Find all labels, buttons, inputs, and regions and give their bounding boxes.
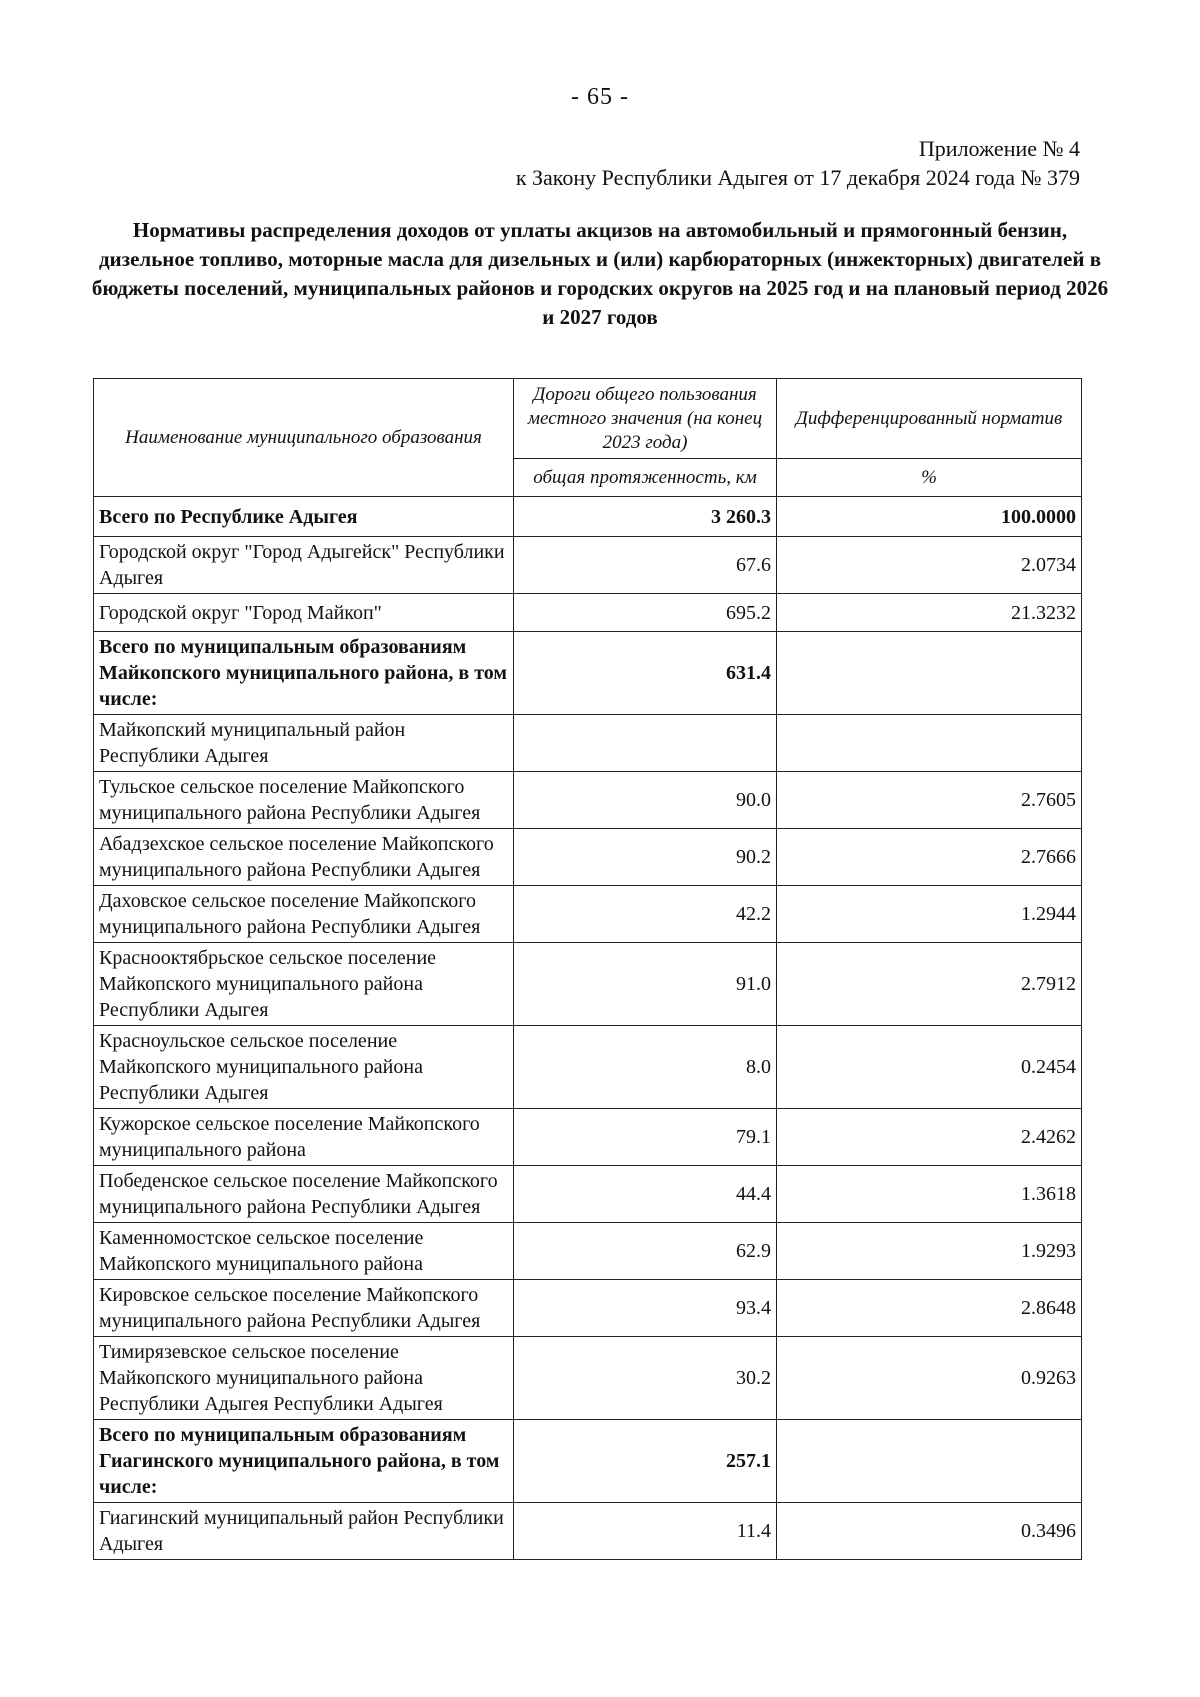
table-row — [94, 537, 1082, 594]
table-row — [94, 1280, 1082, 1337]
row-length: 3 260.3 — [514, 497, 777, 537]
row-norm — [777, 715, 1082, 772]
table-row — [94, 1166, 1082, 1223]
table-row — [94, 1223, 1082, 1280]
row-length: 93.4 — [514, 1280, 777, 1337]
row-name: Всего по муниципальным образованиям Гиагинского муниципального района, в том числе: — [94, 1420, 514, 1503]
row-norm: 2.7912 — [777, 943, 1082, 1026]
row-length: 257.1 — [514, 1420, 777, 1503]
table-row — [94, 1503, 1082, 1560]
header-roads: Дороги общего пользования местного значения (на конец 2023 года) — [514, 379, 777, 459]
row-norm — [777, 1420, 1082, 1503]
table-row — [94, 1337, 1082, 1420]
row-name: Гиагинский муниципальный район Республики Адыгея — [94, 1503, 514, 1560]
row-norm: 21.3232 — [777, 594, 1082, 632]
row-name: Всего по Республике Адыгея — [94, 497, 514, 537]
row-name: Городской округ "Город Адыгейск" Республики Адыгея — [94, 537, 514, 594]
table-row — [94, 1109, 1082, 1166]
row-length: 30.2 — [514, 1337, 777, 1420]
row-length: 42.2 — [514, 886, 777, 943]
row-length: 90.0 — [514, 772, 777, 829]
row-norm — [777, 632, 1082, 715]
row-name: Майкопский муниципальный район Республики Адыгея — [94, 715, 514, 772]
row-length: 91.0 — [514, 943, 777, 1026]
row-name: Краснооктябрьское сельское поселение Майкопского муниципального района Республики Адыгея — [94, 943, 514, 1026]
row-norm: 2.8648 — [777, 1280, 1082, 1337]
page-number: - 65 - — [571, 84, 629, 110]
table-row — [94, 1026, 1082, 1109]
table-row — [94, 829, 1082, 886]
table-row — [94, 715, 1082, 772]
table-row — [94, 632, 1082, 715]
appendix-law-reference: к Закону Республики Адыгея от 17 декабря 2024 года № 379 — [515, 165, 1080, 190]
table-row — [94, 886, 1082, 943]
table-row — [94, 772, 1082, 829]
row-norm: 1.9293 — [777, 1223, 1082, 1280]
row-length: 62.9 — [514, 1223, 777, 1280]
row-name: Тимирязевское сельское поселение Майкопского муниципального района Республики Адыгея Республики Адыгея — [94, 1337, 514, 1420]
row-name: Даховское сельское поселение Майкопского муниципального района Республики Адыгея — [94, 886, 514, 943]
row-length: 11.4 — [514, 1503, 777, 1560]
header-norm-unit: % — [777, 459, 1082, 497]
row-name: Кужорское сельское поселение Майкопского муниципального района — [94, 1109, 514, 1166]
header-name: Наименование муниципального образования — [94, 379, 514, 497]
row-length: 79.1 — [514, 1109, 777, 1166]
header-roads-unit: общая протяженность, км — [514, 459, 777, 497]
appendix-number: Приложение № 4 — [918, 136, 1080, 161]
row-name: Каменномостское сельское поселение Майкопского муниципального района — [94, 1223, 514, 1280]
row-length: 90.2 — [514, 829, 777, 886]
row-name: Городской округ "Город Майкоп" — [94, 594, 514, 632]
row-name: Абадзехское сельское поселение Майкопского муниципального района Республики Адыгея — [94, 829, 514, 886]
row-norm: 0.3496 — [777, 1503, 1082, 1560]
row-name: Победенское сельское поселение Майкопского муниципального района Республики Адыгея — [94, 1166, 514, 1223]
table-body — [94, 497, 1082, 1560]
table-row — [94, 943, 1082, 1026]
row-name: Всего по муниципальным образованиям Майкопского муниципального района, в том числе: — [94, 632, 514, 715]
row-name: Кировское сельское поселение Майкопского муниципального района Республики Адыгея — [94, 1280, 514, 1337]
row-length: 8.0 — [514, 1026, 777, 1109]
row-name: Тульское сельское поселение Майкопского муниципального района Республики Адыгея — [94, 772, 514, 829]
row-norm: 2.7666 — [777, 829, 1082, 886]
row-length: 44.4 — [514, 1166, 777, 1223]
table-header — [94, 379, 1082, 497]
table-row — [94, 497, 1082, 537]
row-norm: 0.9263 — [777, 1337, 1082, 1420]
row-norm: 1.2944 — [777, 886, 1082, 943]
row-name: Красноульское сельское поселение Майкопского муниципального района Республики Адыгея — [94, 1026, 514, 1109]
row-norm: 100.0000 — [777, 497, 1082, 537]
header-norm: Дифференцированный норматив — [777, 379, 1082, 459]
table-row — [94, 594, 1082, 632]
row-norm: 0.2454 — [777, 1026, 1082, 1109]
row-norm: 2.4262 — [777, 1109, 1082, 1166]
row-length: 631.4 — [514, 632, 777, 715]
norms-table — [93, 378, 1082, 1560]
row-length: 67.6 — [514, 537, 777, 594]
row-length: 695.2 — [514, 594, 777, 632]
row-norm: 2.0734 — [777, 537, 1082, 594]
row-norm: 2.7605 — [777, 772, 1082, 829]
appendix-reference — [300, 134, 1080, 192]
table-row — [94, 1420, 1082, 1503]
row-norm: 1.3618 — [777, 1166, 1082, 1223]
document-title: Нормативы распределения доходов от уплаты акцизов на автомобильный и прямогонный бензин, дизельное топливо, моторные масла для дизельных и (или) карбюраторных (инжекторных) двигателей в бюджеты поселений, муниципальных районов и городских округов на 2025 год и на плановый период 2026 и 2027 годов — [91, 218, 1109, 329]
row-length — [514, 715, 777, 772]
